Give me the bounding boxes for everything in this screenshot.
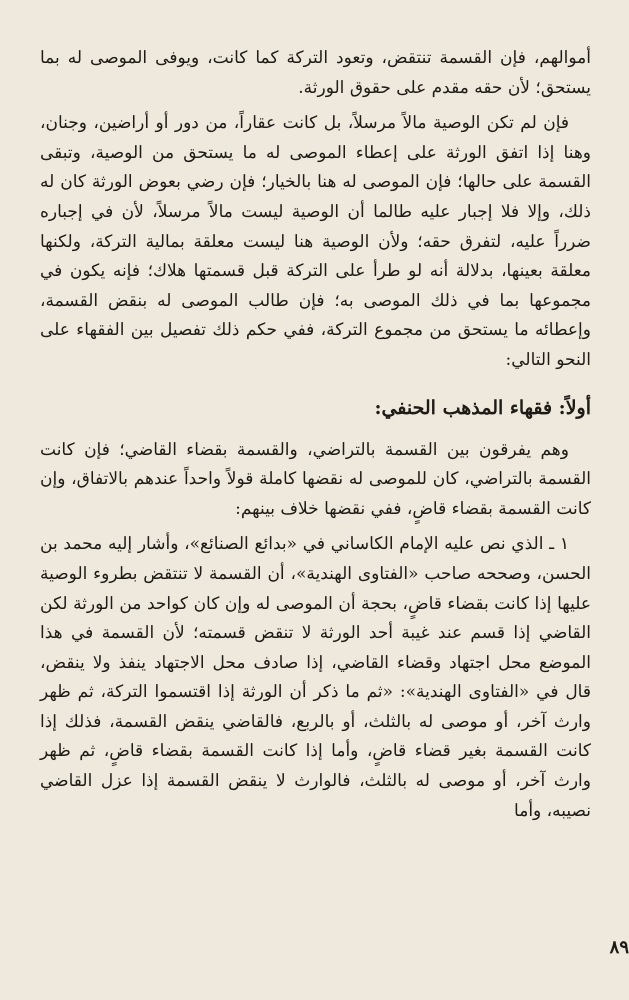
paragraph-real-estate-bequest: فإن لم تكن الوصية مالاً مرسلاً، بل كانت عقاراً، من دور أو أراضين، وجنان، وهنا إذا اتفق الورثة على إعطاء الموصى له ما يستحق من الوصية، وتبقى القسمة على حالها؛ فإن الموصى له هنا بالخيار؛ فإن رضي بعوض الورثة كان له ذلك، وإلا فلا إجبار عليه طالما أن الوصية ليست مالاً مرسلاً، لأن في إجباره ضرراً عليه، لتفرق حقه؛ ولأن الوصية هنا ليست معلقة بمالية التركة، ولكنها معلقة بعينها، بدلالة أنه لو طرأ على التركة قبل قسمتها هلاك؛ فإنه يكون في مجموعها بما في ذلك الموصى به؛ فإن طالب الموصى له بنقض القسمة، وإعطائه ما يستحق من مجموع التركة، ففي حكم ذلك تفصيل بين الفقهاء على النحو التالي: bbox=[40, 113, 591, 370]
paragraph-hanafi-distinction: وهم يفرقون بين القسمة بالتراضي، والقسمة بقضاء القاضي؛ فإن كانت القسمة بالتراضي، كان للموصى له نقضها كاملة قولاً واحداً عندهم بالاتفاق، وإن كانت القسمة بقضاء قاضٍ، ففي نقضها خلاف بينهم: bbox=[40, 439, 591, 519]
section-heading-hanafi: أولاً: فقهاء المذهب الحنفي: bbox=[374, 396, 591, 419]
paragraph-kasani-opinion: ١ ـ الذي نص عليه الإمام الكاساني في «بدائع الصنائع»، وأشار إليه محمد بن الحسن، وصححه صاحب «الفتاوى الهندية»، أن القسمة لا تنتقض بطروء الوصية عليها إذا كانت بقضاء قاضٍ، بحجة أن الموصى له وإن كان كواحد من الورثة لكن القاضي إذا قسم عند غيبة أحد الورثة لا تنقض قسمته؛ لأن القسمة في هذا الموضع محل اجتهاد وقضاء القاضي، إذا صادف محل الاجتهاد ينفذ ولا ينقض، قال في «الفتاوى الهندية»: «ثم ما ذكر أن الورثة إذا اقتسموا التركة، ثم ظهر وارث آخر، أو موصى له بالثلث، أو بالربع، فالقاضي ينقض القسمة، فذلك إذا كانت القسمة بغير قضاء قاضٍ، وأما إذا كانت القسمة بقضاء قاضٍ، ثم ظهر وارث آخر، أو موصى له بالثلث، فالوارث لا ينقض القسمة إذا عزل القاضي نصيبه، وأما bbox=[40, 534, 591, 821]
page-number: ٨٩ bbox=[609, 937, 629, 958]
paragraph-continuation: أموالهم، فإن القسمة تنتقض، وتعود التركة كما كانت، ويوفى الموصى له بما يستحق؛ لأن حقه مقدم على حقوق الورثة. bbox=[40, 48, 591, 98]
